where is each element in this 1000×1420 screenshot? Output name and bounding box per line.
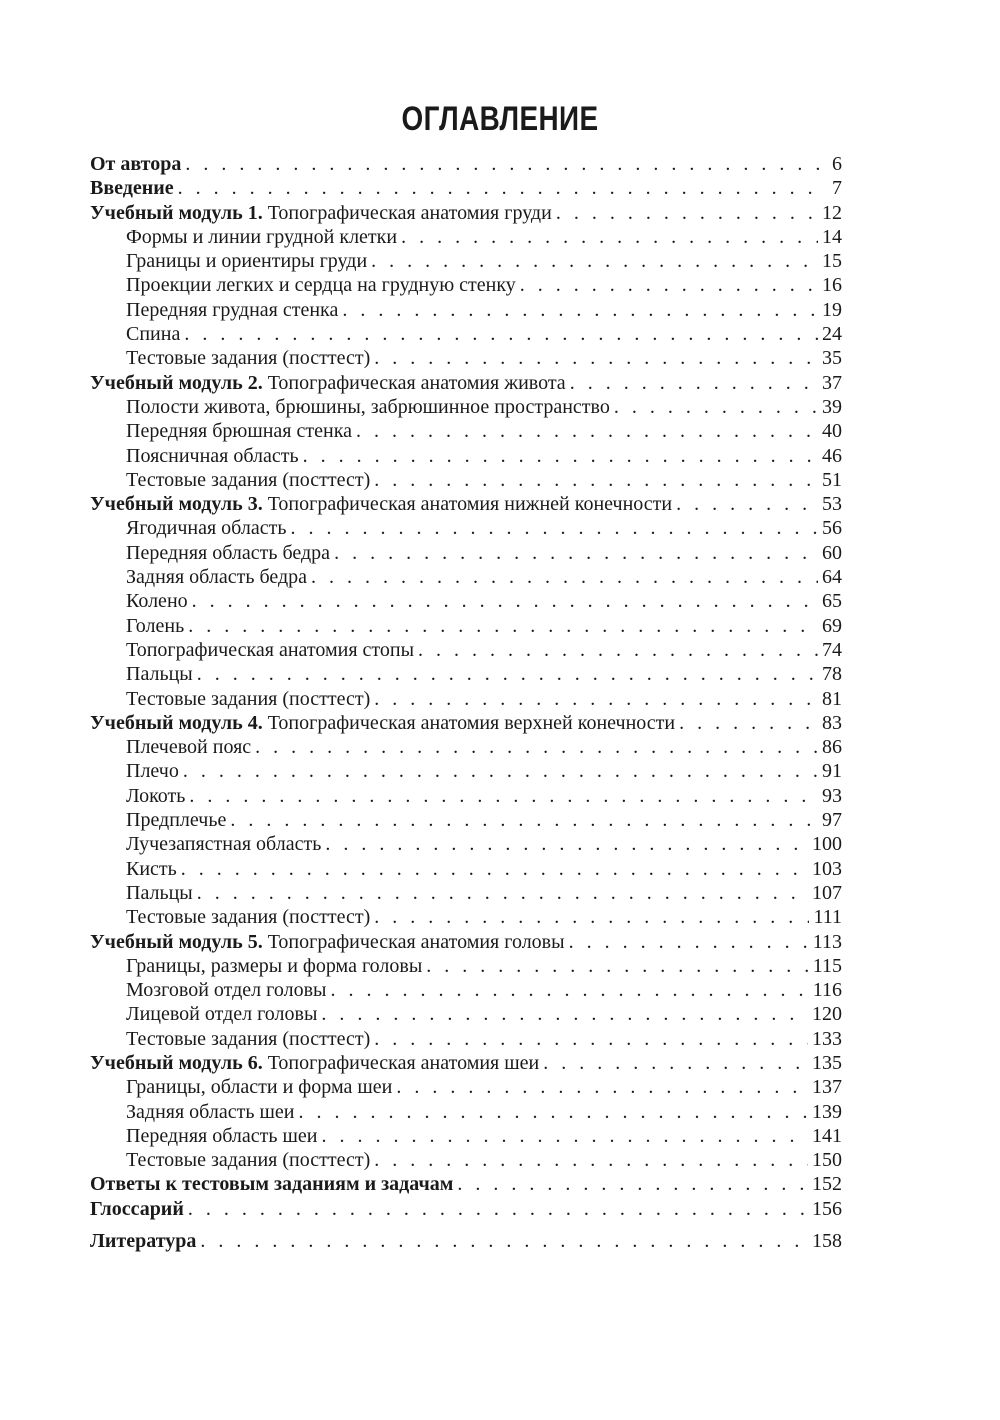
toc-subsection[interactable] bbox=[90, 1100, 842, 1124]
toc-subsection[interactable] bbox=[90, 395, 842, 419]
toc-entry-label bbox=[90, 1172, 453, 1196]
toc-entry-title: Тестовые задания (посттест) bbox=[126, 1149, 371, 1172]
toc-entry-label bbox=[126, 249, 367, 273]
toc-entry-label bbox=[126, 954, 422, 978]
toc-entry-label bbox=[126, 419, 352, 443]
toc-entry-label bbox=[126, 978, 326, 1002]
toc-entry-label bbox=[90, 1229, 196, 1253]
toc-page-number: 37 bbox=[822, 371, 842, 394]
toc-page-number: 83 bbox=[822, 711, 842, 734]
toc-module[interactable] bbox=[90, 492, 842, 516]
toc-page-number: 81 bbox=[822, 687, 842, 710]
toc-page-number: 150 bbox=[812, 1149, 842, 1172]
dot-leader bbox=[181, 857, 808, 881]
toc-entry-label bbox=[126, 468, 370, 492]
toc-entry-label bbox=[126, 541, 330, 565]
dot-leader bbox=[396, 1075, 808, 1099]
toc-subsection[interactable] bbox=[90, 735, 842, 759]
toc-page-number: 35 bbox=[822, 347, 842, 370]
toc-subsection[interactable] bbox=[90, 322, 842, 346]
toc-entry-title: Передняя грудная стенка bbox=[126, 298, 339, 321]
toc-entry-title: Тестовые задания (посттест) bbox=[126, 906, 371, 929]
toc-entry-label bbox=[126, 322, 180, 346]
toc-module[interactable] bbox=[90, 201, 842, 225]
toc-page-number: 115 bbox=[812, 954, 842, 977]
toc-entry-label bbox=[126, 614, 184, 638]
toc-entry-title: Тестовые задания (посттест) bbox=[126, 468, 371, 491]
toc-subsection[interactable] bbox=[90, 273, 842, 297]
dot-leader bbox=[290, 516, 818, 540]
dot-leader bbox=[614, 395, 818, 419]
toc-subsection[interactable] bbox=[90, 298, 842, 322]
toc-entry-label bbox=[126, 1002, 317, 1026]
toc-entry-title: Лучезапястная область bbox=[126, 833, 322, 856]
toc-entry-title: Границы, размеры и форма головы bbox=[126, 954, 423, 977]
toc-subsection[interactable] bbox=[90, 1075, 842, 1099]
toc-subsection[interactable] bbox=[90, 589, 842, 613]
toc-entry-title: Локоть bbox=[126, 784, 186, 807]
toc-entry-label bbox=[126, 808, 226, 832]
toc-entry-title: Тестовые задания (посттест) bbox=[126, 347, 371, 370]
dot-leader bbox=[374, 687, 818, 711]
dot-leader bbox=[426, 954, 808, 978]
toc-page-number: 86 bbox=[822, 736, 842, 759]
dot-leader bbox=[255, 735, 818, 759]
toc-page-number: 60 bbox=[822, 541, 842, 564]
toc-entry-bold-title: Учебный модуль 1. bbox=[90, 201, 263, 224]
toc-subsection[interactable] bbox=[90, 249, 842, 273]
toc-entry-title: Полости живота, брюшины, забрюшинное пространство bbox=[126, 395, 610, 418]
table-of-contents bbox=[90, 152, 842, 1253]
toc-entry-bold-title: Глоссарий bbox=[90, 1197, 184, 1220]
toc-subsection[interactable] bbox=[90, 1002, 842, 1026]
toc-page-number: 7 bbox=[832, 177, 842, 200]
dot-leader bbox=[371, 249, 818, 273]
dot-leader bbox=[197, 662, 818, 686]
dot-leader bbox=[184, 322, 818, 346]
toc-entry-title: Пальцы bbox=[126, 881, 193, 904]
dot-leader bbox=[374, 905, 809, 929]
toc-module[interactable] bbox=[90, 371, 842, 395]
toc-page-number: 116 bbox=[812, 979, 842, 1002]
toc-entry-label bbox=[90, 152, 181, 176]
toc-page-number: 19 bbox=[822, 298, 842, 321]
toc-entry-label bbox=[126, 516, 286, 540]
toc-entry-title: Передняя область шеи bbox=[126, 1124, 318, 1147]
dot-leader bbox=[457, 1172, 808, 1196]
toc-page-number: 6 bbox=[832, 153, 842, 175]
toc-subsection[interactable] bbox=[90, 1148, 842, 1172]
toc-entry-title: Передняя брюшная стенка bbox=[126, 420, 352, 443]
dot-leader bbox=[330, 978, 808, 1002]
dot-leader bbox=[298, 1100, 808, 1124]
toc-subsection[interactable] bbox=[90, 225, 842, 249]
toc-entry-title: Предплечье bbox=[126, 809, 227, 832]
toc-entry-title: Плечо bbox=[126, 760, 179, 783]
toc-subsection[interactable] bbox=[90, 784, 842, 808]
toc-entry-title: Мозговой отдел головы bbox=[126, 979, 327, 1002]
toc-entry-label bbox=[126, 225, 397, 249]
dot-leader bbox=[520, 273, 818, 297]
toc-entry-title: Спина bbox=[126, 323, 181, 346]
toc-entry-label bbox=[126, 1124, 317, 1148]
toc-page-number: 39 bbox=[822, 395, 842, 418]
toc-page-number: 74 bbox=[822, 638, 842, 661]
toc-page-number: 78 bbox=[822, 663, 842, 686]
toc-subsection[interactable] bbox=[90, 1124, 842, 1148]
toc-page-number: 120 bbox=[812, 1003, 842, 1026]
toc-subsection[interactable] bbox=[90, 881, 842, 905]
toc-entry-label bbox=[126, 565, 307, 589]
toc-page-number: 135 bbox=[812, 1051, 842, 1074]
toc-page-number: 16 bbox=[822, 274, 842, 297]
toc-subsection[interactable] bbox=[90, 759, 842, 783]
toc-subsection[interactable] bbox=[90, 419, 842, 443]
toc-entry-bold-title: От автора bbox=[90, 153, 182, 175]
dot-leader bbox=[569, 930, 809, 954]
toc-entry-label bbox=[90, 1197, 184, 1221]
toc-entry-label bbox=[126, 298, 338, 322]
dot-leader bbox=[200, 1229, 808, 1253]
toc-subsection[interactable] bbox=[90, 808, 842, 832]
dot-leader bbox=[374, 346, 818, 370]
dot-leader bbox=[192, 589, 818, 613]
toc-entry-title: Топографическая анатомия головы bbox=[262, 930, 565, 953]
toc-subsection[interactable] bbox=[90, 954, 842, 978]
toc-page-number: 64 bbox=[822, 566, 842, 589]
toc-page-number: 158 bbox=[812, 1230, 842, 1253]
toc-page-number: 14 bbox=[822, 225, 842, 248]
dot-leader bbox=[197, 881, 808, 905]
toc-entry-label bbox=[126, 638, 414, 662]
toc-entry-title: Тестовые задания (посттест) bbox=[126, 687, 371, 710]
toc-entry-title: Формы и линии грудной клетки bbox=[126, 225, 398, 248]
dot-leader bbox=[570, 371, 818, 395]
toc-entry-label bbox=[126, 1100, 294, 1124]
toc-entry-title: Кисть bbox=[126, 857, 177, 880]
toc-entry-label bbox=[90, 930, 565, 954]
toc-entry-label bbox=[90, 1051, 539, 1075]
toc-module[interactable] bbox=[90, 930, 842, 954]
toc-subsection[interactable] bbox=[90, 1027, 842, 1051]
dot-leader bbox=[418, 638, 818, 662]
toc-entry-title: Передняя область бедра bbox=[126, 541, 331, 564]
toc-subsection[interactable] bbox=[90, 565, 842, 589]
toc-entry-label bbox=[126, 784, 185, 808]
toc-section[interactable] bbox=[90, 1229, 842, 1253]
dot-leader bbox=[188, 1197, 808, 1221]
toc-page-number: 97 bbox=[822, 809, 842, 832]
toc-entry-title: Задняя область бедра bbox=[126, 566, 308, 589]
toc-entry-title: Поясничная область bbox=[126, 444, 299, 467]
toc-section[interactable] bbox=[90, 1197, 842, 1221]
toc-page-number: 93 bbox=[822, 784, 842, 807]
toc-entry-title: Топографическая анатомия нижней конечности bbox=[262, 493, 673, 516]
toc-entry-label bbox=[126, 881, 193, 905]
toc-module[interactable] bbox=[90, 711, 842, 735]
toc-entry-label bbox=[126, 905, 370, 929]
toc-entry-title: Ягодичная область bbox=[126, 517, 287, 540]
toc-page-number: 107 bbox=[812, 881, 842, 904]
toc-entry-label bbox=[126, 444, 299, 468]
toc-subsection[interactable] bbox=[90, 905, 842, 929]
toc-entry-title: Топографическая анатомия шеи bbox=[262, 1051, 540, 1074]
toc-page-number: 69 bbox=[822, 614, 842, 637]
toc-subsection[interactable] bbox=[90, 468, 842, 492]
toc-entry-label bbox=[126, 735, 251, 759]
toc-entry-label bbox=[126, 395, 610, 419]
toc-entry-bold-title: Литература bbox=[90, 1230, 197, 1253]
toc-entry-title: Голень bbox=[126, 614, 185, 637]
toc-module[interactable] bbox=[90, 1051, 842, 1075]
toc-subsection[interactable] bbox=[90, 857, 842, 881]
toc-page-number: 56 bbox=[822, 517, 842, 540]
toc-entry-label bbox=[90, 711, 675, 735]
toc-entry-title: Топографическая анатомия живота bbox=[262, 371, 566, 394]
toc-page-number: 139 bbox=[812, 1100, 842, 1123]
toc-page-number: 113 bbox=[812, 930, 842, 953]
toc-entry-title: Тестовые задания (посттест) bbox=[126, 1027, 371, 1050]
dot-leader bbox=[303, 444, 818, 468]
dot-leader bbox=[356, 419, 818, 443]
toc-entry-bold-title: Учебный модуль 5. bbox=[90, 930, 263, 953]
toc-entry-label bbox=[90, 201, 552, 225]
toc-subsection[interactable] bbox=[90, 978, 842, 1002]
toc-entry-label bbox=[126, 1075, 392, 1099]
dot-leader bbox=[321, 1124, 808, 1148]
toc-entry-title: Лицевой отдел головы bbox=[126, 1003, 318, 1026]
toc-entry-label bbox=[126, 759, 179, 783]
toc-entry-label bbox=[90, 492, 672, 516]
toc-entry-title: Задняя область шеи bbox=[126, 1100, 295, 1123]
toc-subsection[interactable] bbox=[90, 638, 842, 662]
dot-leader bbox=[189, 784, 818, 808]
toc-section[interactable] bbox=[90, 176, 842, 200]
toc-entry-label bbox=[126, 273, 516, 297]
dot-leader bbox=[185, 152, 824, 176]
toc-entry-bold-title: Учебный модуль 6. bbox=[90, 1051, 263, 1074]
dot-leader bbox=[325, 832, 808, 856]
toc-entry-label bbox=[126, 1148, 370, 1172]
toc-subsection[interactable] bbox=[90, 516, 842, 540]
toc-page-number: 51 bbox=[822, 468, 842, 491]
toc-page-number: 133 bbox=[812, 1027, 842, 1050]
toc-page-number: 152 bbox=[812, 1173, 842, 1196]
toc-section[interactable] bbox=[90, 1172, 842, 1196]
toc-entry-label bbox=[90, 176, 174, 200]
dot-leader bbox=[342, 298, 818, 322]
dot-leader bbox=[679, 711, 818, 735]
toc-entry-label bbox=[126, 687, 370, 711]
toc-entry-title: Плечевой пояс bbox=[126, 736, 252, 759]
toc-page-number: 91 bbox=[822, 760, 842, 783]
dot-leader bbox=[676, 492, 818, 516]
toc-entry-label bbox=[126, 589, 188, 613]
toc-entry-title: Топографическая анатомия стопы bbox=[126, 638, 415, 661]
toc-page-number: 103 bbox=[812, 857, 842, 880]
dot-leader bbox=[401, 225, 818, 249]
toc-subsection[interactable] bbox=[90, 662, 842, 686]
dot-leader bbox=[543, 1051, 808, 1075]
toc-entry-title: Пальцы bbox=[126, 663, 193, 686]
toc-page-number: 24 bbox=[822, 323, 842, 346]
dot-leader bbox=[556, 201, 818, 225]
toc-entry-label bbox=[126, 662, 193, 686]
toc-entry-title: Проекции легких и сердца на грудную стенку bbox=[126, 274, 516, 297]
toc-entry-bold-title: Учебный модуль 2. bbox=[90, 371, 263, 394]
toc-entry-bold-title: Введение bbox=[90, 177, 174, 200]
dot-leader bbox=[321, 1002, 808, 1026]
toc-entry-label bbox=[126, 346, 370, 370]
toc-entry-title: Колено bbox=[126, 590, 188, 613]
toc-page-number: 46 bbox=[822, 444, 842, 467]
toc-entry-title: Топографическая анатомия верхней конечности bbox=[262, 711, 676, 734]
toc-subsection[interactable] bbox=[90, 832, 842, 856]
dot-leader bbox=[178, 176, 824, 200]
toc-page-number: 40 bbox=[822, 420, 842, 443]
toc-entry-label bbox=[126, 857, 177, 881]
toc-subsection[interactable] bbox=[90, 444, 842, 468]
toc-subsection[interactable] bbox=[90, 346, 842, 370]
toc-entry-label bbox=[126, 832, 321, 856]
toc-page-number: 100 bbox=[812, 833, 842, 856]
dot-leader bbox=[183, 759, 818, 783]
dot-leader bbox=[374, 1027, 808, 1051]
dot-leader bbox=[230, 808, 818, 832]
toc-subsection[interactable] bbox=[90, 614, 842, 638]
toc-entry-title: Границы, области и форма шеи bbox=[126, 1076, 393, 1099]
toc-entry-bold-title: Учебный модуль 3. bbox=[90, 493, 263, 516]
dot-leader bbox=[311, 565, 818, 589]
page-title: ОГЛАВЛЕНИЕ bbox=[401, 100, 599, 138]
toc-entry-bold-title: Ответы к тестовым заданиям и задачам bbox=[90, 1173, 454, 1196]
toc-page-number: 141 bbox=[812, 1124, 842, 1147]
toc-page-number: 15 bbox=[822, 250, 842, 273]
toc-page-number: 111 bbox=[813, 906, 842, 929]
toc-subsection[interactable] bbox=[90, 541, 842, 565]
toc-section[interactable] bbox=[90, 152, 842, 176]
toc-page-number: 65 bbox=[822, 590, 842, 613]
toc-subsection[interactable] bbox=[90, 687, 842, 711]
dot-leader bbox=[374, 1148, 808, 1172]
dot-leader bbox=[334, 541, 818, 565]
toc-entry-title: Топографическая анатомия груди bbox=[262, 201, 552, 224]
toc-page-number: 156 bbox=[812, 1197, 842, 1220]
toc-entry-bold-title: Учебный модуль 4. bbox=[90, 711, 263, 734]
toc-page-number: 12 bbox=[822, 201, 842, 224]
toc-page-number: 53 bbox=[822, 493, 842, 516]
dot-leader bbox=[188, 614, 818, 638]
toc-entry-label bbox=[90, 371, 566, 395]
toc-entry-title: Границы и ориентиры груди bbox=[126, 250, 368, 273]
dot-leader bbox=[374, 468, 818, 492]
toc-entry-label bbox=[126, 1027, 370, 1051]
toc-page-number: 137 bbox=[812, 1076, 842, 1099]
